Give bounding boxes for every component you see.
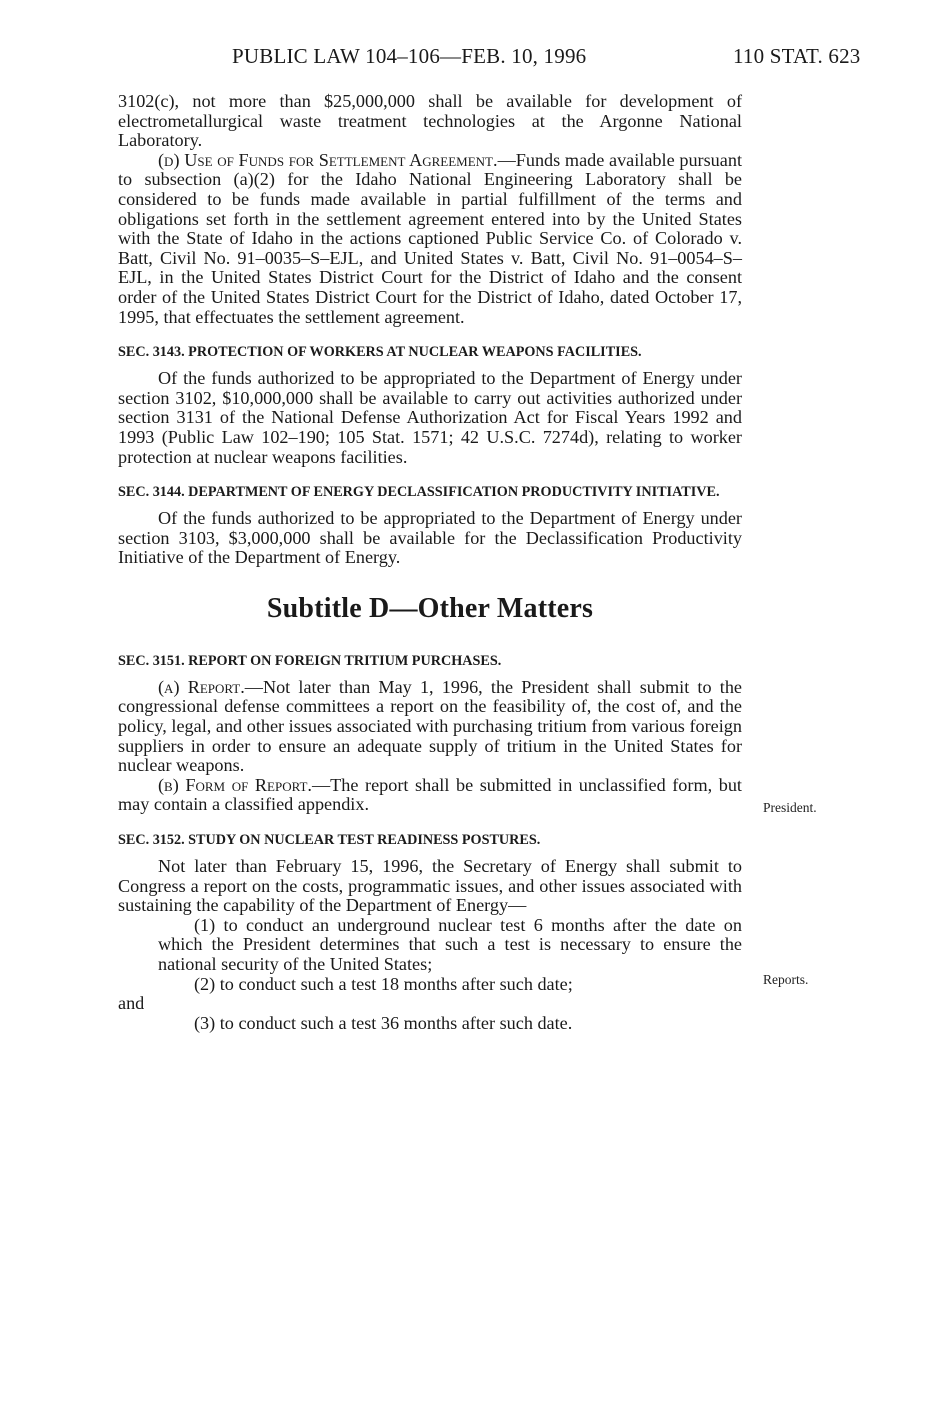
paragraph-continuation: 3102(c), not more than $25,000,000 shall be available for development of electrometallurgical waste treatment technologies at the Argonne National Laboratory.	[118, 91, 742, 151]
section-3143-text: Of the funds authorized to be appropriated to the Department of Energy under section 3102, $10,000,000 shall be available to carry out activities authorized under section 3131 of the National Defense Authorization Act for Fiscal Years 1992 and 1993 (Public Law 102–190; 105 Stat. 1571; 42 U.S.C. 7274d), relating to worker protection at nuclear weapons facilities.	[118, 368, 742, 467]
running-head-title: PUBLIC LAW 104–106—FEB. 10, 1996	[232, 44, 587, 68]
section-3144-text: Of the funds authorized to be appropriated to the Department of Energy under section 3103, $3,000,000 shall be available for the Declassification Productivity Initiative of the Department of Energy.	[118, 508, 742, 568]
subsection-b-heading: (b) Form of Report.	[158, 774, 312, 795]
subsection-a-heading: (a) Report.	[158, 676, 245, 697]
list-item-2-continuation: and	[118, 993, 145, 1014]
statute-page-number: 110 STAT. 623	[733, 44, 861, 68]
document-body	[118, 92, 742, 1033]
margin-note-reports: Reports.	[763, 972, 809, 987]
running-head	[0, 44, 943, 74]
section-3151-subsection-b	[118, 776, 742, 815]
subsection-d	[118, 151, 742, 327]
list-item-3: (3) to conduct such a test 36 months after such date.	[194, 1012, 573, 1033]
section-3152-heading: SEC. 3152. STUDY ON NUCLEAR TEST READINESS POSTURES.	[118, 832, 541, 849]
list-item-1: (1) to conduct an underground nuclear test 6 months after the date on which the President determines that such a test is necessary to ensure the national security of the United States;	[158, 914, 742, 974]
subtitle-heading: Subtitle D—Other Matters	[266, 592, 594, 624]
subsection-b-text: —The report shall be submitted in unclassified form, but may contain a classified appendix.	[118, 774, 742, 815]
list-item-2: (2) to conduct such a test 18 months after such date;	[194, 973, 573, 994]
subsection-a-text: —Not later than May 1, 1996, the President shall submit to the congressional defense committees a report on the feasibility of, the cost of, and the policy, legal, and other issues associated with purchasing tritium from various foreign suppliers in order to ensure an adequate supply of tritium in the United States for nuclear weapons.	[118, 676, 742, 776]
subsection-d-heading: (d) Use of Funds for Settlement Agreement.	[158, 149, 498, 170]
section-3152-intro: Not later than February 15, 1996, the Secretary of Energy shall submit to Congress a report on the costs, programmatic issues, and other issues associated with sustaining the capability of the Department of Energy—	[118, 856, 742, 916]
section-3151-subsection-a	[118, 678, 742, 776]
section-3144-heading: SEC. 3144. DEPARTMENT OF ENERGY DECLASSIFICATION PRODUCTIVITY INITIATIVE.	[118, 484, 720, 501]
section-3143-heading: SEC. 3143. PROTECTION OF WORKERS AT NUCLEAR WEAPONS FACILITIES.	[118, 344, 642, 361]
subsection-d-text: —Funds made available pursuant to subsection (a)(2) for the Idaho National Engineering Laboratory shall be considered to be funds made available in partial fulfillment of the terms and obligations set forth in the settlement agreement entered into by the United States with the State of Idaho in the actions captioned Public Service Co. of Colorado v. Batt, Civil No. 91–0035–S–EJL, and United States v. Batt, Civil No. 91–0054–S–EJL, in the United States District Court for the District of Idaho and the consent order of the United States District Court for the District of Idaho, dated October 17, 1995, that effectuates the settlement agreement.	[118, 149, 742, 327]
margin-note-president: President.	[763, 800, 817, 815]
section-3151-heading: SEC. 3151. REPORT ON FOREIGN TRITIUM PURCHASES.	[118, 652, 502, 669]
